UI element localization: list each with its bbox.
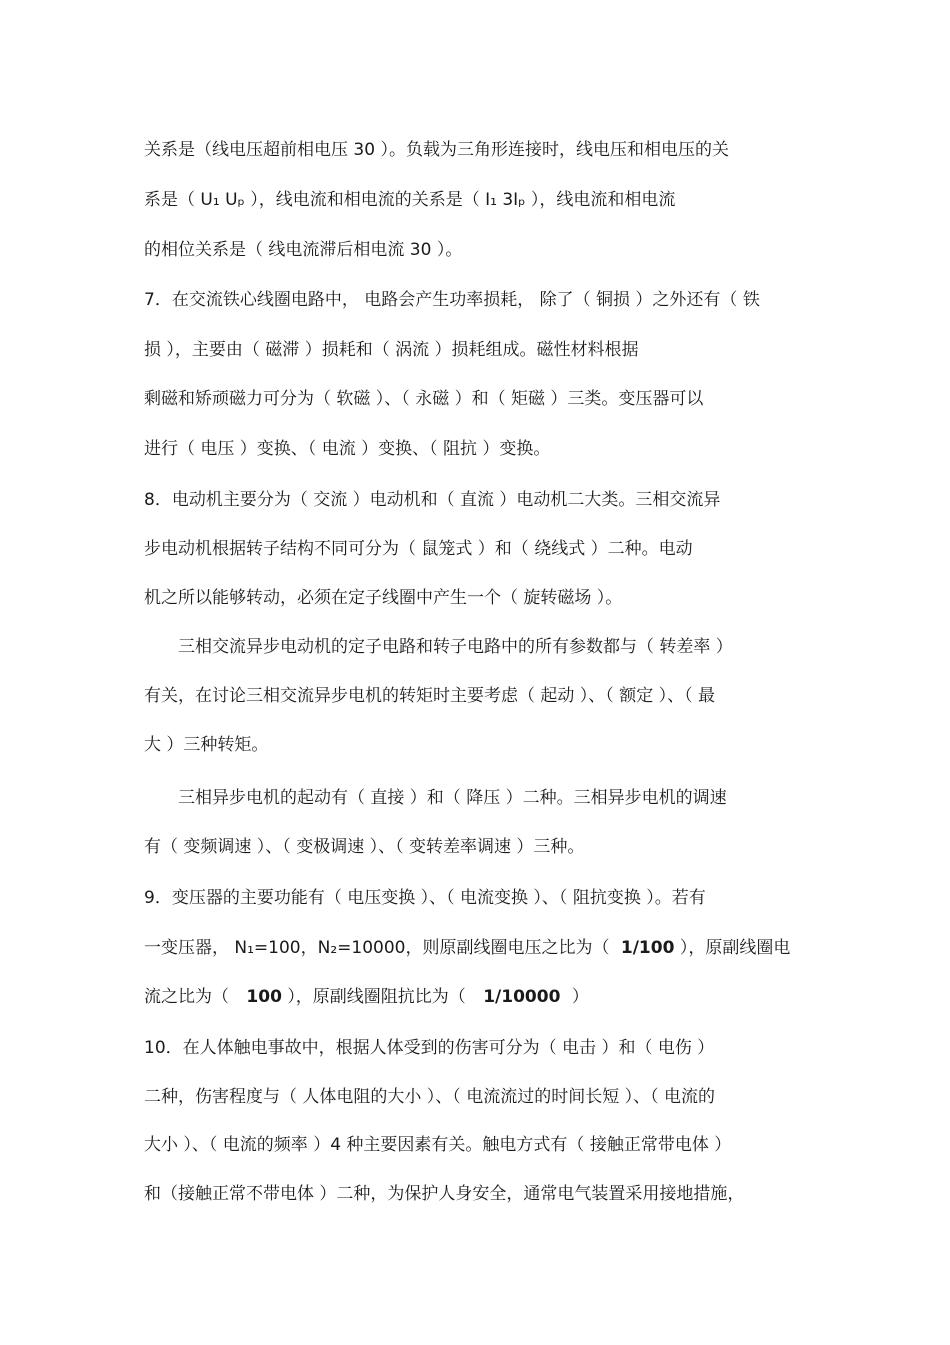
text-line <box>144 985 824 1009</box>
text-line: 二种，伤害程度与（ 人体电阻的大小 ）、（ 电流流过的时间长短 ）、（ 电流的 <box>144 1087 716 1107</box>
question-10-line: 10．在人体触电事故中，根据人体受到的伤害可分为（ 电击 ）和（ 电伤 ） <box>144 1038 715 1058</box>
question-7-line: 7．在交流铁心线圈电路中， 电路会产生功率损耗， 除了（ 铜损 ）之外还有（ 铁 <box>144 290 760 310</box>
paragraph-line: 三相交流异步电动机的定子电路和转子电路中的所有参数都与（ 转差率 ） <box>178 637 733 657</box>
text-line: 有（ 变频调速 ）、（ 变极调速 ）、（ 变转差率调速 ）三种。 <box>144 837 585 857</box>
text-segment: ），原副线圈阻抗比为（ <box>287 987 466 1007</box>
question-9-line: 9．变压器的主要功能有（ 电压变换 ）、（ 电流变换 ）、（ 阻抗变换 ）。若有 <box>144 888 706 908</box>
text-line: 剩磁和矫顽磁力可分为（ 软磁 ）、（ 永磁 ）和（ 矩磁 ）三类。变压器可以 <box>144 389 704 409</box>
text-segment: ） <box>571 987 589 1007</box>
text-line: 和（接触正常不带电体 ）二种，为保护人身安全，通常电气装置采用接地措施， <box>144 1184 745 1204</box>
voltage-ratio-answer: 1/100 <box>620 938 675 958</box>
paragraph-line: 三相异步电机的起动有（ 直接 ）和（ 降压 ）二种。三相异步电机的调速 <box>178 788 727 808</box>
text-line: 损 ），主要由（ 磁滞 ）损耗和（ 涡流 ）损耗组成。磁性材料根据 <box>144 340 639 360</box>
text-segment: 流之比为（ <box>144 987 229 1007</box>
text-line: 步电动机根据转子结构不同可分为（ 鼠笼式 ）和（ 绕线式 ）二种。电动 <box>144 539 693 559</box>
text-line: 进行（ 电压 ）变换、（ 电流 ）变换、（ 阻抗 ）变换。 <box>144 439 551 459</box>
text-line: 关系是（线电压超前相电压 30 ）。负载为三角形连接时，线电压和相电压的关 <box>144 140 729 160</box>
impedance-ratio-answer: 1/10000 <box>483 987 561 1007</box>
text-line: 机之所以能够转动，必须在定子线圈中产生一个（ 旋转磁场 ）。 <box>144 588 623 608</box>
text-line: 大小 ）、（ 电流的频率 ）4 种主要因素有关。触电方式有（ 接触正常带电体 ） <box>144 1135 732 1155</box>
text-segment: 一变压器， N₁=100，N₂=10000，则原副线圈电压之比为（ <box>144 938 610 958</box>
text-line: 系是（ U₁ Uₚ ），线电流和相电流的关系是（ I₁ 3Iₚ ），线电流和相电流 <box>144 190 676 210</box>
question-8-line: 8．电动机主要分为（ 交流 ）电动机和（ 直流 ）电动机二大类。三相交流异 <box>144 490 721 510</box>
current-ratio-answer: 100 <box>246 987 282 1007</box>
text-line <box>144 936 824 960</box>
text-line: 有关，在讨论三相交流异步电机的转矩时主要考虑（ 起动 ）、（ 额定 ）、（ 最 <box>144 686 716 706</box>
text-segment: ），原副线圈电 <box>679 938 791 958</box>
text-line: 大 ）三种转矩。 <box>144 735 269 755</box>
text-line: 的相位关系是（ 线电流滞后相电流 30 ）。 <box>144 240 463 260</box>
